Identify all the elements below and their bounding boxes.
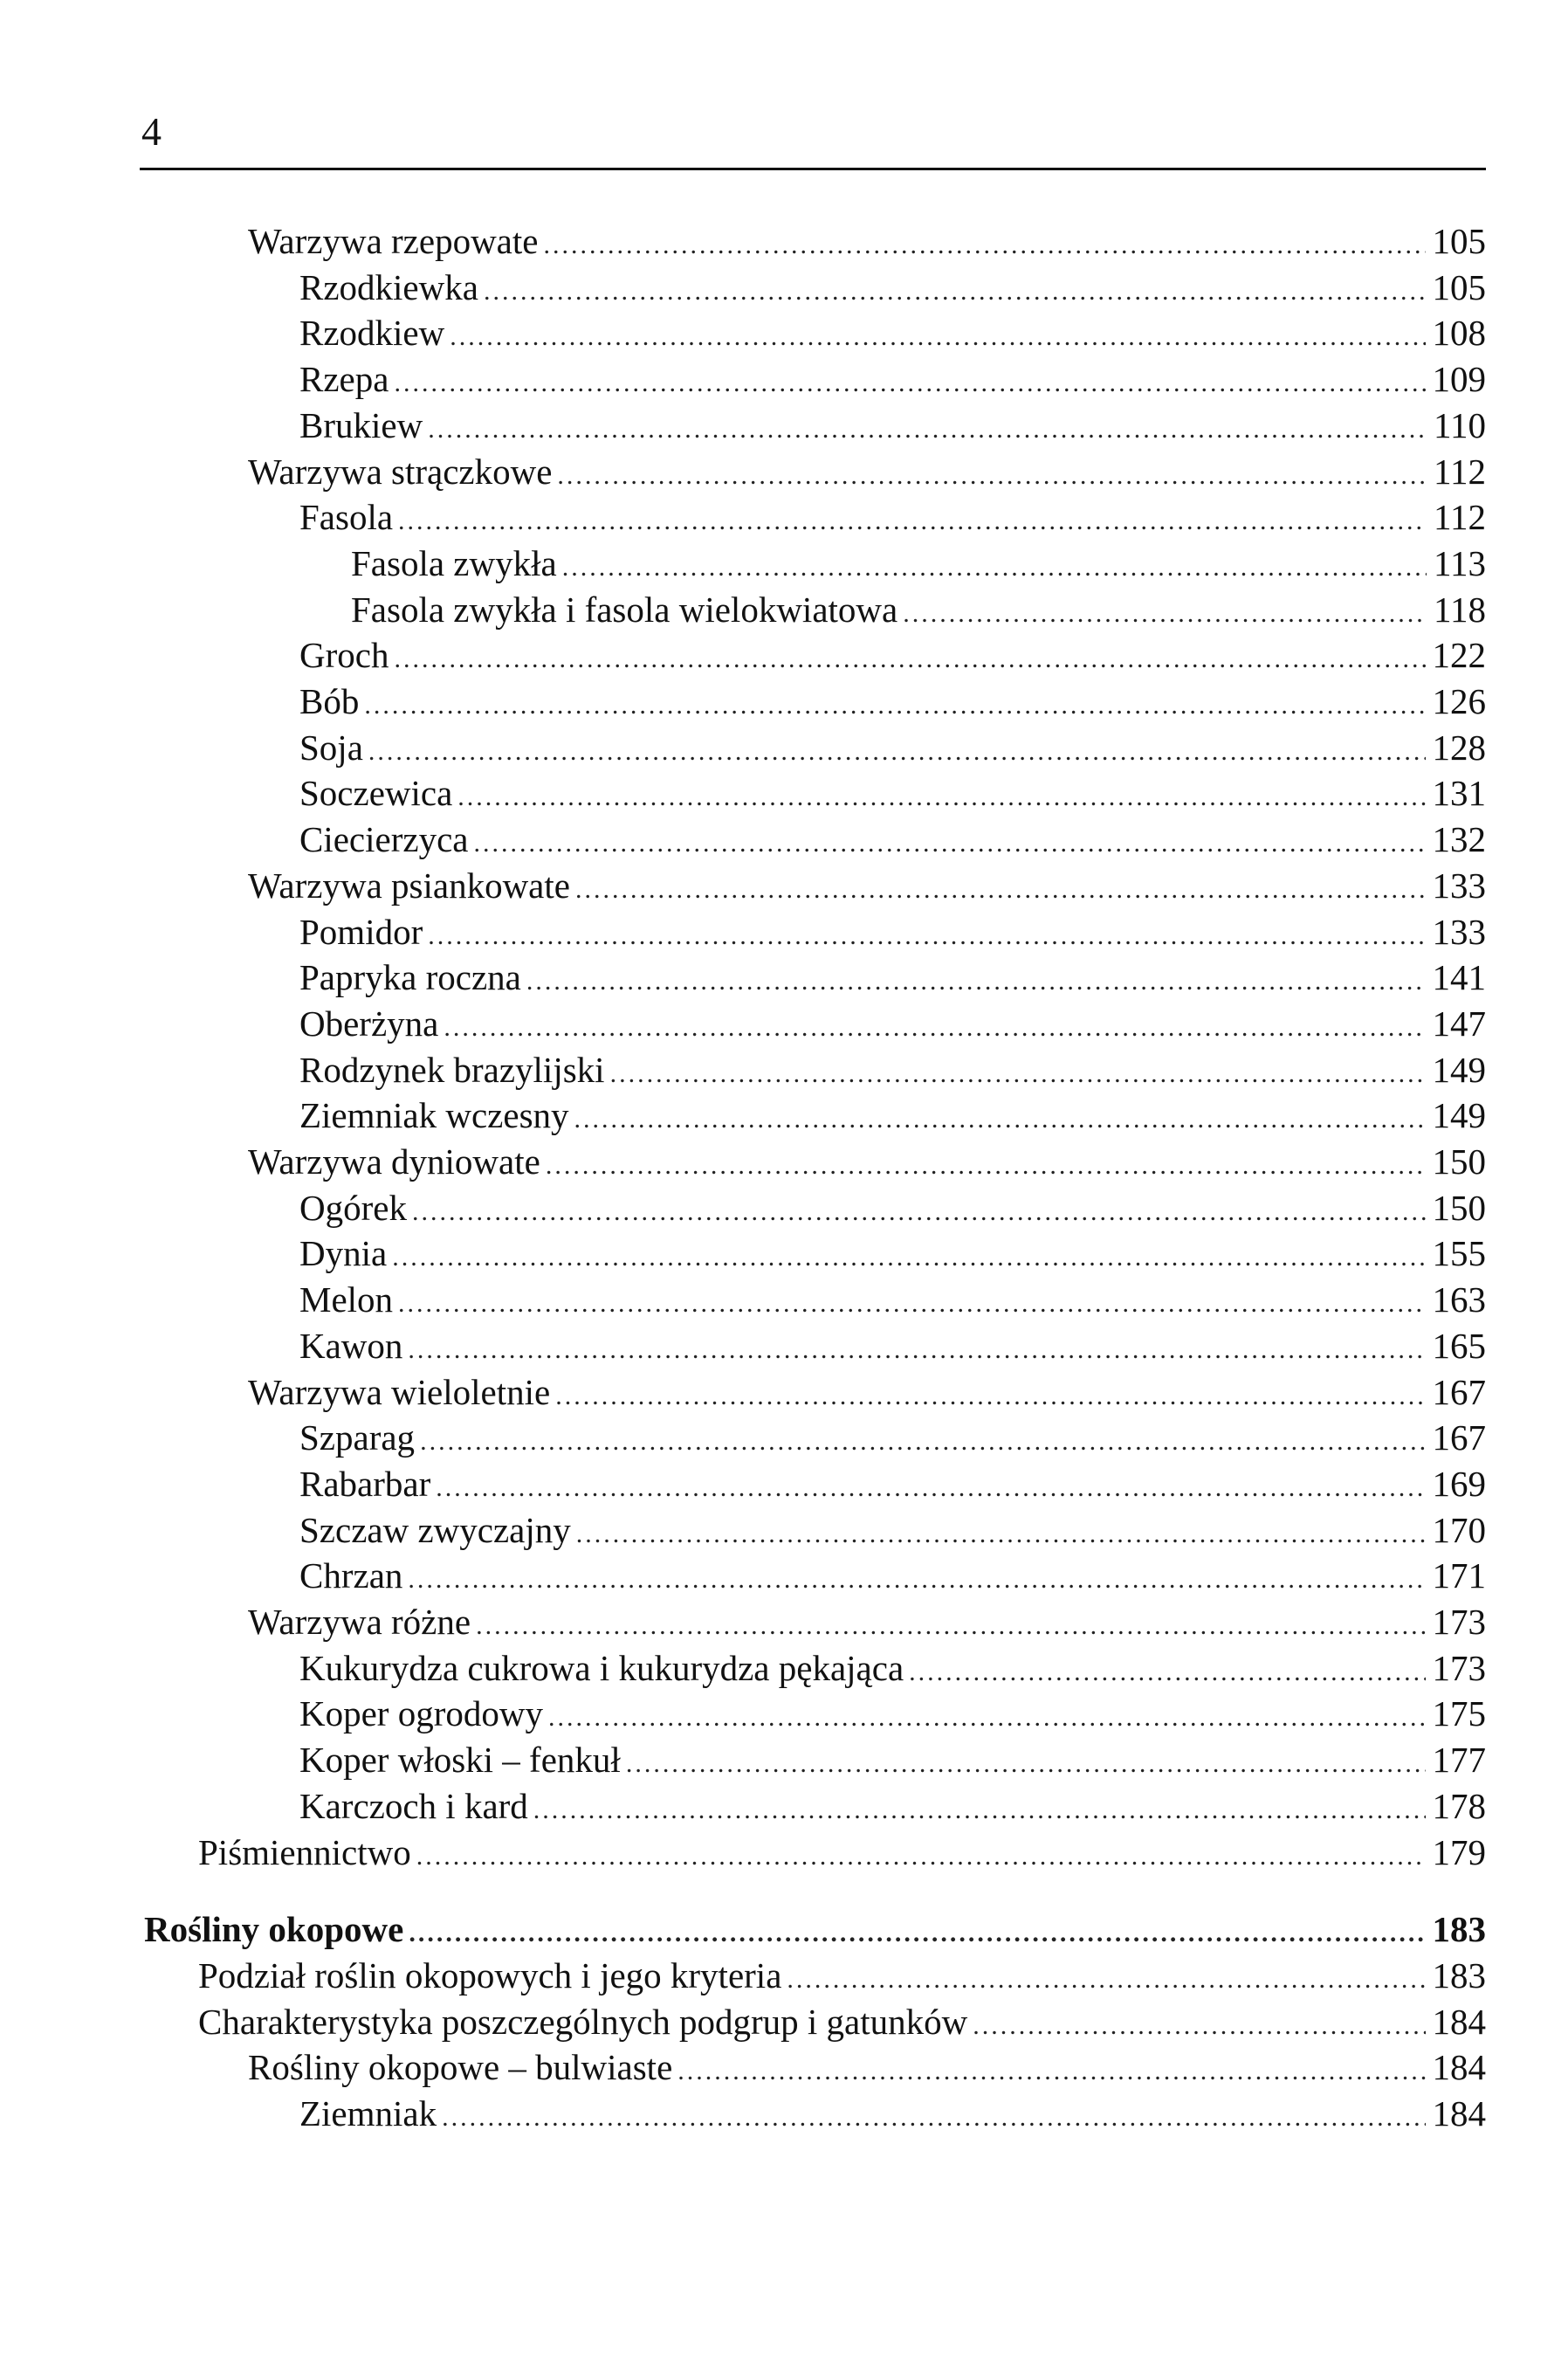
- toc-entry-title: Fasola zwykła: [351, 543, 557, 583]
- toc-entry-title: Melon: [299, 1279, 394, 1320]
- toc-entry: [299, 1691, 1486, 1736]
- toc-entry: [198, 1999, 1486, 2044]
- toc-entry: [299, 310, 1486, 355]
- toc-entry-title: Warzywa wieloletnie: [248, 1372, 551, 1412]
- toc-entry: [299, 1093, 1486, 1138]
- toc-entry-page-number: 184: [1432, 2047, 1486, 2087]
- dot-leader: [476, 1603, 1425, 1649]
- toc-entry: [299, 1185, 1486, 1230]
- toc-entry: [299, 403, 1486, 448]
- toc-entry: [248, 2044, 1486, 2090]
- dot-leader: [973, 2003, 1425, 2049]
- dot-leader: [533, 1788, 1426, 1833]
- toc-entry-page-number: 167: [1432, 1417, 1486, 1458]
- toc-entry-page-number: 131: [1432, 773, 1486, 813]
- toc-entry: [299, 2091, 1486, 2136]
- toc-entry-page-number: 122: [1432, 635, 1486, 675]
- toc-entry-page-number: 105: [1432, 221, 1486, 261]
- dot-leader: [575, 867, 1426, 913]
- toc-entry-title: Piśmiennictwo: [198, 1832, 411, 1872]
- toc-entry: [299, 1783, 1486, 1829]
- dot-leader: [562, 545, 1427, 590]
- page-number: 4: [141, 109, 162, 154]
- toc-entry: [248, 863, 1486, 908]
- toc-entry-title: Charakterystyka poszczególnych podgrup i gatunków: [198, 2002, 968, 2042]
- toc-entry: [299, 632, 1486, 678]
- toc-entry-title: Warzywa rzepowate: [248, 221, 539, 261]
- toc-entry: [299, 265, 1486, 310]
- toc-entry-title: Rzodkiewka: [299, 267, 478, 307]
- toc-entry: [198, 1830, 1486, 1875]
- dot-leader: [546, 1143, 1426, 1189]
- toc-entry-page-number: 173: [1432, 1648, 1486, 1688]
- dot-leader: [574, 1097, 1426, 1142]
- toc-entry-page-number: 165: [1432, 1326, 1486, 1366]
- dot-leader: [903, 591, 1427, 637]
- toc-entry-title: Kukurydza cukrowa i kukurydza pękająca: [299, 1648, 904, 1688]
- toc-entry-page-number: 178: [1432, 1786, 1486, 1826]
- toc-entry-page-number: 175: [1432, 1693, 1486, 1734]
- toc-entry-title: Szczaw zwyczajny: [299, 1510, 571, 1550]
- dot-leader: [473, 821, 1425, 866]
- toc-entry-title: Ziemniak: [299, 2093, 437, 2133]
- toc-entry: [299, 1047, 1486, 1093]
- dot-leader: [394, 637, 1425, 682]
- toc-entry: [299, 1415, 1486, 1460]
- toc-entry: [299, 817, 1486, 862]
- dot-leader: [444, 1005, 1425, 1051]
- toc-entry-title: Soczewica: [299, 773, 453, 813]
- dot-leader: [428, 407, 1427, 452]
- toc-entry-page-number: 105: [1432, 267, 1486, 307]
- toc-entry-page-number: 173: [1432, 1602, 1486, 1642]
- dot-leader: [392, 1235, 1425, 1280]
- toc-entry-page-number: 110: [1434, 405, 1486, 445]
- dot-leader: [457, 775, 1425, 820]
- toc-entry-page-number: 183: [1432, 1909, 1486, 1949]
- dot-leader: [428, 913, 1425, 959]
- toc-entry: [351, 541, 1486, 586]
- dot-leader: [409, 1911, 1425, 1956]
- toc-entry-title: Warzywa psiankowate: [248, 865, 570, 906]
- dot-leader: [543, 223, 1425, 268]
- dot-leader: [398, 1281, 1425, 1327]
- toc-entry-title: Rzodkiew: [299, 313, 445, 353]
- toc-entry-title: Pomidor: [299, 912, 423, 952]
- toc-entry-page-number: 147: [1432, 1003, 1486, 1044]
- toc-entry-title: Koper włoski – fenkuł: [299, 1740, 621, 1780]
- toc-entry-title: Rośliny okopowe – bulwiaste: [248, 2047, 673, 2087]
- dot-leader: [420, 1419, 1425, 1465]
- toc-entry: [144, 1906, 1486, 1952]
- toc-entry-page-number: 177: [1432, 1740, 1486, 1780]
- toc-entry: [248, 1599, 1486, 1644]
- toc-entry-title: Ciecierzyca: [299, 819, 469, 859]
- toc-entry-page-number: 167: [1432, 1372, 1486, 1412]
- toc-entry-title: Brukiew: [299, 405, 423, 445]
- dot-leader: [408, 1327, 1425, 1373]
- toc-entry: [299, 679, 1486, 724]
- dot-leader: [416, 1834, 1426, 1879]
- toc-entry: [299, 770, 1486, 816]
- toc-entry-page-number: 184: [1432, 2002, 1486, 2042]
- toc-entry-page-number: 108: [1432, 313, 1486, 353]
- toc-entry-page-number: 109: [1432, 359, 1486, 399]
- toc-entry-title: Podział roślin okopowych i jego kryteria: [198, 1955, 782, 1995]
- toc-entry: [248, 1139, 1486, 1184]
- dot-leader: [548, 1695, 1426, 1740]
- toc-entry: [299, 955, 1486, 1000]
- toc-entry-page-number: 183: [1432, 1955, 1486, 1995]
- dot-leader: [450, 314, 1425, 360]
- dot-leader: [408, 1557, 1425, 1603]
- toc-entry-page-number: 149: [1432, 1050, 1486, 1090]
- toc-entry: [299, 1507, 1486, 1553]
- toc-entry-title: Dynia: [299, 1233, 388, 1273]
- toc-entry: [299, 356, 1486, 402]
- toc-entry: [299, 909, 1486, 955]
- toc-entry-page-number: 179: [1432, 1832, 1486, 1872]
- header-rule: [140, 168, 1486, 170]
- dot-leader: [555, 1374, 1425, 1419]
- toc-entry-title: Koper ogrodowy: [299, 1693, 543, 1734]
- toc-entry: [299, 1737, 1486, 1782]
- toc-entry-title: Bób: [299, 681, 360, 721]
- toc-entry-page-number: 170: [1432, 1510, 1486, 1550]
- toc-entry: [248, 449, 1486, 494]
- toc-entry-page-number: 113: [1434, 543, 1486, 583]
- toc-entry-title: Rabarbar: [299, 1464, 431, 1504]
- toc-entry-page-number: 112: [1434, 451, 1486, 492]
- dot-leader: [442, 2095, 1425, 2140]
- dot-leader: [787, 1957, 1425, 2002]
- toc-entry-title: Warzywa dyniowate: [248, 1141, 540, 1182]
- dot-leader: [412, 1189, 1426, 1235]
- dot-leader: [626, 1741, 1426, 1787]
- toc-entry-title: Oberżyna: [299, 1003, 439, 1044]
- dot-leader: [677, 2049, 1425, 2094]
- toc-entry-page-number: 132: [1432, 819, 1486, 859]
- dot-leader: [394, 361, 1425, 406]
- dot-leader: [909, 1650, 1425, 1695]
- toc-entry: [299, 725, 1486, 770]
- dot-leader: [398, 499, 1427, 544]
- toc-entry-title: Warzywa strączkowe: [248, 451, 553, 492]
- toc-entry-page-number: 126: [1432, 681, 1486, 721]
- toc-entry-page-number: 141: [1432, 957, 1486, 997]
- toc-entry-page-number: 171: [1432, 1555, 1486, 1596]
- toc-entry: [299, 1230, 1486, 1276]
- toc-entry: [248, 1369, 1486, 1415]
- toc-entry: [351, 587, 1486, 632]
- toc-entry-page-number: 155: [1432, 1233, 1486, 1273]
- toc-entry-page-number: 163: [1432, 1279, 1486, 1320]
- toc-entry-title: Karczoch i kard: [299, 1786, 528, 1826]
- toc-entry-title: Warzywa różne: [248, 1602, 471, 1642]
- toc-entry-title: Groch: [299, 635, 389, 675]
- toc-entry-title: Rodzynek brazylijski: [299, 1050, 605, 1090]
- toc-entry-page-number: 150: [1432, 1141, 1486, 1182]
- dot-leader: [368, 729, 1426, 775]
- toc-entry-page-number: 133: [1432, 912, 1486, 952]
- toc-entry-page-number: 112: [1434, 497, 1486, 537]
- toc-entry: [299, 1461, 1486, 1506]
- dot-leader: [610, 1051, 1426, 1097]
- dot-leader: [526, 959, 1426, 1004]
- toc-entry: [299, 1277, 1486, 1322]
- toc-entry: [299, 494, 1486, 540]
- toc-entry-title: Rośliny okopowe: [144, 1909, 404, 1949]
- toc-entry-title: Szparag: [299, 1417, 416, 1458]
- toc-entry-page-number: 169: [1432, 1464, 1486, 1504]
- toc-entry-title: Papryka roczna: [299, 957, 521, 997]
- toc-entry-page-number: 184: [1432, 2093, 1486, 2133]
- toc-entry-title: Ogórek: [299, 1188, 407, 1228]
- toc-entry: [299, 1001, 1486, 1046]
- toc-entry: [299, 1323, 1486, 1368]
- toc-entry-title: Rzepa: [299, 359, 389, 399]
- dot-leader: [364, 683, 1425, 728]
- toc-entry-page-number: 128: [1432, 727, 1486, 768]
- toc-entry-page-number: 150: [1432, 1188, 1486, 1228]
- toc-entry-page-number: 133: [1432, 865, 1486, 906]
- toc-entry-title: Fasola zwykła i fasola wielokwiatowa: [351, 589, 898, 630]
- toc-entry: [299, 1553, 1486, 1598]
- toc-entry-page-number: 149: [1432, 1095, 1486, 1135]
- toc-entry: [198, 1953, 1486, 1998]
- toc-entry-title: Chrzan: [299, 1555, 403, 1596]
- toc-entry-title: Fasola: [299, 497, 394, 537]
- dot-leader: [557, 453, 1427, 499]
- toc-entry-title: Ziemniak wczesny: [299, 1095, 569, 1135]
- toc-entry-title: Kawon: [299, 1326, 403, 1366]
- dot-leader: [436, 1465, 1425, 1511]
- toc-entry: [299, 1645, 1486, 1691]
- dot-leader: [576, 1512, 1426, 1557]
- toc-entry-page-number: 118: [1434, 589, 1486, 630]
- dot-leader: [484, 269, 1426, 314]
- toc-entry: [248, 218, 1486, 264]
- toc-entry-title: Soja: [299, 727, 363, 768]
